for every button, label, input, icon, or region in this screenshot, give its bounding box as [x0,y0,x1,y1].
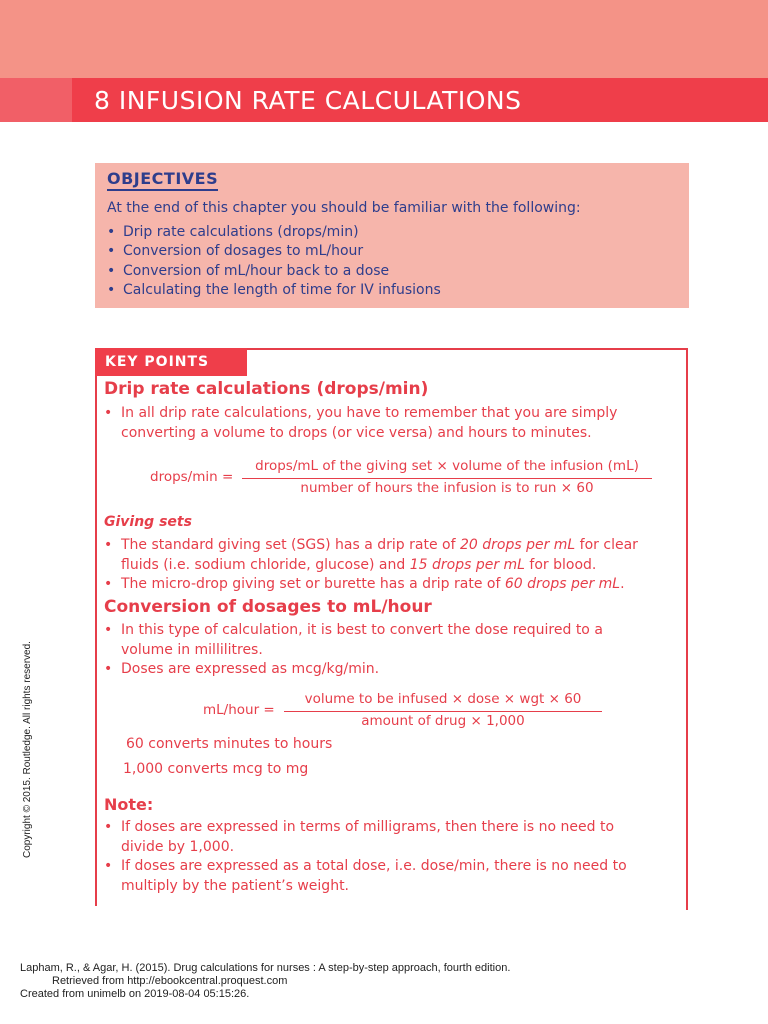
footer-line-3: Created from unimelb on 2019-08-04 05:15:26. [20,988,250,1000]
conversion-bullets: • In this type of calculation, it is best to convert the dose required to a volume in millilitres. • Doses are expressed as mcg/kg/min. [104,622,603,677]
note-minutes-to-hours: 60 converts minutes to hours [126,736,333,752]
section-heading-drip-rate: Drip rate calculations (drops/min) [104,379,429,399]
drip-rate-bullet: • In all drip rate calculations, you have to remember that you are simply converting a volume to drops (or vice versa) and hours to minutes. [104,405,618,441]
objectives-intro: At the end of this chapter you should be familiar with the following: [107,200,581,216]
formula-lhs: drops/min = [150,469,234,485]
objectives-box [95,163,689,308]
list-item: • Conversion of dosages to mL/hour [107,243,364,260]
list-item: • Drip rate calculations (drops/min) [107,224,359,240]
key-points-border-left [95,360,97,906]
drip-rate-formula [0,458,768,500]
list-item: • Conversion of mL/hour back to a dose [107,262,390,279]
formula-numerator: drops/mL of the giving set × volume of the infusion (mL) [255,458,639,474]
formula-denominator: amount of drug × 1,000 [361,713,525,729]
chapter-title: 8 INFUSION RATE CALCULATIONS [94,86,522,115]
chapter-title-accent [0,78,72,122]
copyright-sidebar: Copyright © 2015. Routledge. All rights reserved. [22,641,33,858]
note-mcg-to-mg: 1,000 converts mcg to mg [123,761,309,777]
key-points-tab: KEY POINTS [95,348,247,376]
formula-fraction-bar [284,711,602,712]
giving-sets-bullets: • The standard giving set (SGS) has a drip rate of 20 drops per mL for clear fluids (i.e. sodium chloride, glucose) and 15 drops per mL for blood. • The micro-drop giving set or burette has a drip rate of 60 drops per mL. [104,537,638,592]
footer-line-2: Retrieved from http://ebookcentral.proquest.com [52,975,288,987]
objectives-list [107,223,441,300]
ml-hour-formula [0,691,768,733]
formula-denominator: number of hours the infusion is to run × 60 [300,480,594,496]
header-band [0,0,768,78]
footer-line-1: Lapham, R., & Agar, H. (2015). Drug calculations for nurses : A step-by-step approach, fourth edition. [20,962,511,974]
citation-footer [20,962,510,1001]
formula-fraction-bar [242,478,652,479]
objectives-heading: OBJECTIVES [107,169,218,191]
giving-sets-subheading: Giving sets [104,514,192,530]
note-bullets: • If doses are expressed in terms of milligrams, then there is no need to divide by 1,000. • If doses are expressed as a total dose, i.e. dose/min, there is no need to multiply by the patient’s weight. [104,819,627,894]
section-heading-conversion: Conversion of dosages to mL/hour [104,597,432,617]
note-heading: Note: [104,795,154,814]
formula-lhs: mL/hour = [203,702,275,718]
formula-numerator: volume to be infused × dose × wgt × 60 [304,691,582,707]
list-item: • Calculating the length of time for IV infusions [107,281,441,298]
